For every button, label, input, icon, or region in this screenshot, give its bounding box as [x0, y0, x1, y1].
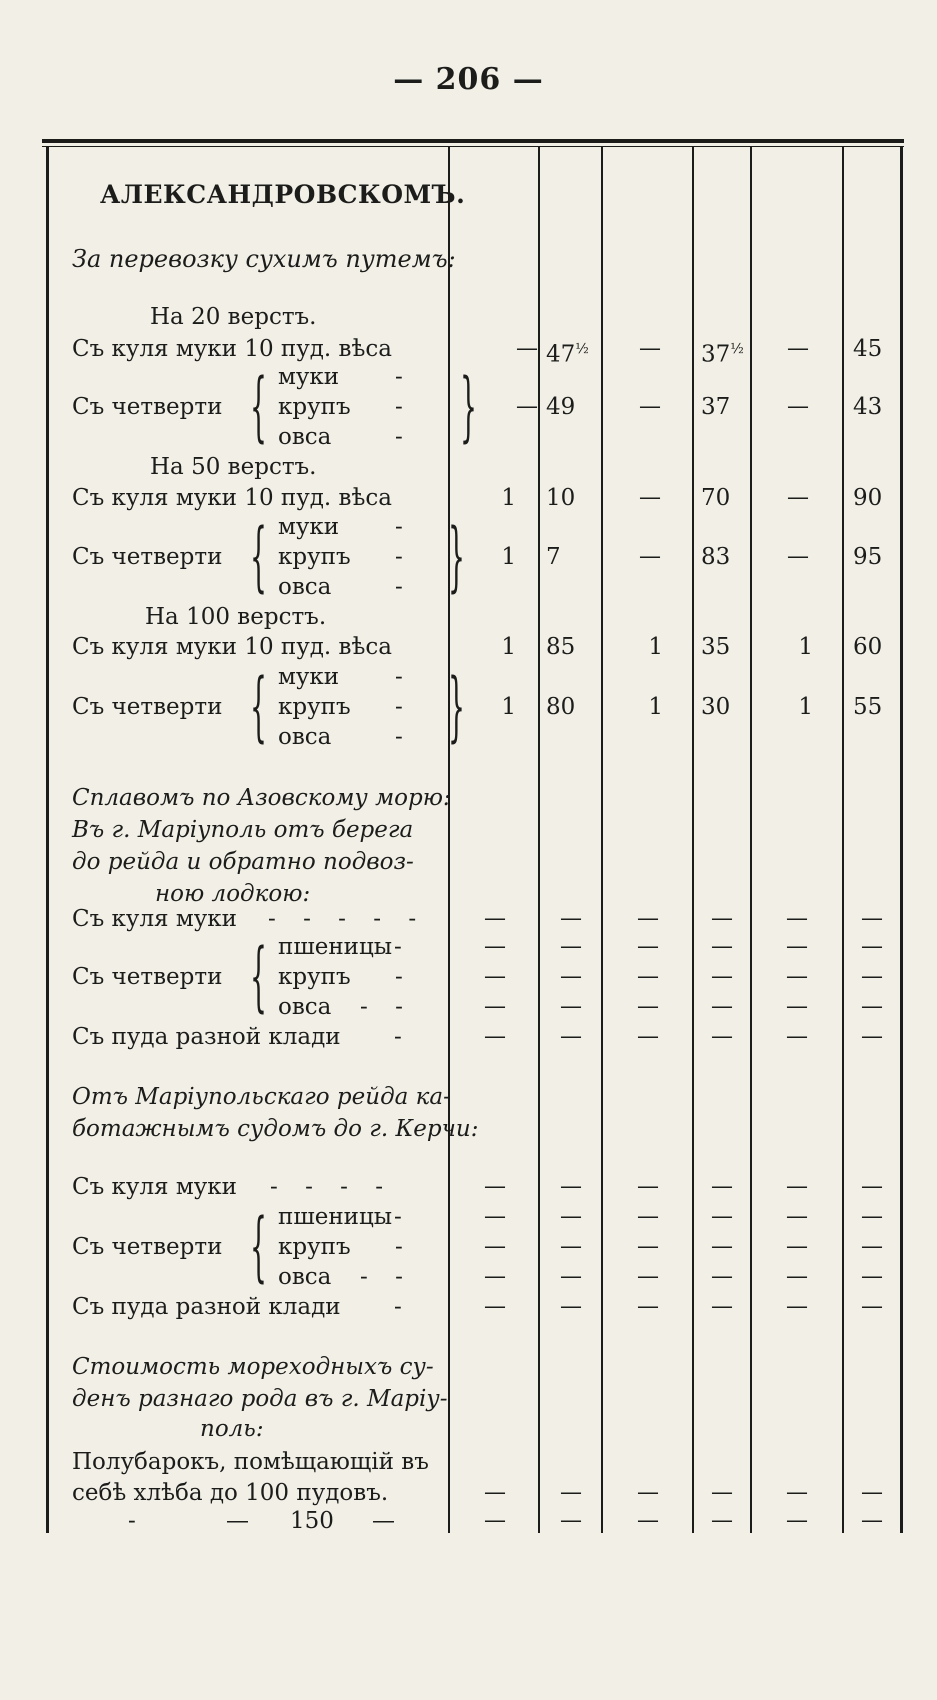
cell: —	[786, 1174, 808, 1199]
cell: —	[861, 1204, 883, 1229]
table-row	[0, 483, 937, 513]
table-row	[0, 542, 937, 572]
row-label: Съ четверти	[72, 694, 223, 720]
sub-item: крупъ	[278, 394, 351, 420]
sub-item: крупъ	[278, 1234, 351, 1260]
table-row	[0, 1202, 937, 1232]
cell: —	[786, 1234, 808, 1259]
page-number: — 206 —	[393, 62, 544, 97]
cell: 1	[501, 694, 516, 720]
row-label: Съ куля муки	[72, 906, 238, 932]
cell: —	[484, 1480, 506, 1505]
cell: 1	[501, 634, 516, 660]
cell: —	[711, 1294, 733, 1319]
cell: 1	[648, 694, 663, 720]
cell: —	[711, 906, 733, 931]
cell: —	[560, 1480, 582, 1505]
sub-item: овса	[278, 724, 332, 750]
table-row	[0, 1478, 937, 1508]
cell: —	[484, 906, 506, 931]
cell: 10	[546, 485, 576, 511]
filler: -	[395, 724, 403, 750]
cell: —	[861, 1508, 883, 1533]
row-label: Съ куля муки	[72, 1174, 238, 1200]
cell: 60	[853, 634, 883, 660]
cell: —	[637, 1234, 659, 1259]
cell: —	[711, 1174, 733, 1199]
cell: —	[639, 336, 661, 361]
filler: -	[395, 424, 403, 450]
table-row	[0, 932, 937, 962]
cell: —	[560, 1024, 582, 1049]
cell: —	[786, 964, 808, 989]
cell: —	[786, 1204, 808, 1229]
cell: 83	[701, 544, 731, 570]
distance-50: На 50 верстъ.	[150, 454, 317, 480]
table-row	[0, 904, 937, 934]
cell: —	[861, 1294, 883, 1319]
cell: —	[639, 394, 661, 419]
cell: —	[560, 964, 582, 989]
cell: —	[786, 1024, 808, 1049]
cell: —	[637, 964, 659, 989]
row-label: себѣ хлѣба до 100 пудовъ.	[72, 1480, 389, 1506]
row-label: Полубарокъ, помѣщающій въ	[72, 1449, 429, 1475]
cell: 1	[798, 634, 813, 660]
table-row	[0, 1262, 937, 1292]
cell: 1	[501, 485, 516, 511]
row-label: Съ четверти	[72, 394, 223, 420]
cell: —	[637, 1294, 659, 1319]
cell: —	[484, 1204, 506, 1229]
cell: 90	[853, 485, 883, 511]
sea-route-heading: до рейда и обратно подвоз-	[72, 849, 414, 875]
last-line-value: 150	[290, 1508, 334, 1534]
cell: 7	[546, 544, 561, 570]
table-row	[0, 1292, 937, 1322]
cell: —	[861, 1174, 883, 1199]
cell: 30	[701, 694, 731, 720]
sub-item: муки	[278, 364, 340, 390]
filler: -	[395, 964, 403, 990]
cell: 70	[701, 485, 731, 511]
filler: -	[395, 514, 403, 540]
cell: —	[711, 1204, 733, 1229]
filler: - -	[360, 1264, 413, 1290]
cell: —	[786, 934, 808, 959]
cell: —	[786, 1294, 808, 1319]
brace-icon: {	[250, 1201, 267, 1290]
filler: -	[395, 1234, 403, 1260]
sub-item: овса	[278, 424, 332, 450]
table-row	[0, 1172, 937, 1202]
cell: —	[786, 1508, 808, 1533]
dry-route-heading: За перевозку сухимъ путемъ:	[72, 245, 456, 273]
cell: —	[637, 1024, 659, 1049]
table-top-rule	[42, 139, 904, 143]
cell: —	[711, 1024, 733, 1049]
brace-icon: }	[448, 661, 465, 750]
cell: —	[711, 1508, 733, 1533]
row-label: Съ четверти	[72, 544, 223, 570]
sea-route-heading: Сплавомъ по Азовскому морю:	[72, 785, 451, 811]
row-label: Съ четверти	[72, 964, 223, 990]
cell: —	[786, 994, 808, 1019]
filler: -	[395, 394, 403, 420]
cell: 55	[853, 694, 883, 720]
cell: —	[484, 1294, 506, 1319]
cabotage-heading: Отъ Маріупольскаго рейда ка-	[72, 1084, 451, 1110]
cell: —	[484, 1174, 506, 1199]
cell: 45	[853, 336, 883, 362]
cell: 35	[701, 634, 731, 660]
vessel-cost-heading: денъ разнаго рода въ г. Маріу-	[72, 1386, 448, 1412]
cell: 85	[546, 634, 576, 660]
brace-icon: {	[250, 361, 267, 450]
cell: —	[637, 1204, 659, 1229]
table-top-rule-thin	[42, 146, 904, 147]
sub-item: пшеницы	[278, 1204, 393, 1230]
cell: —	[861, 1264, 883, 1289]
cell: —	[787, 544, 809, 569]
cell: 37	[701, 394, 731, 420]
cell: —	[861, 964, 883, 989]
brace-icon: }	[448, 511, 465, 600]
cell: —	[516, 336, 538, 361]
table-row	[0, 992, 937, 1022]
cell: $37^{\frac{1}{2}}$	[701, 341, 744, 368]
sea-route-heading: ною лодкою:	[155, 881, 311, 907]
cell: —	[560, 1174, 582, 1199]
row-label: Съ куля муки 10 пуд. вѣса	[72, 336, 392, 362]
cell: —	[484, 964, 506, 989]
cell: —	[786, 1480, 808, 1505]
cell: —	[516, 394, 538, 419]
distance-20: На 20 верстъ.	[150, 304, 317, 330]
filler: -	[394, 934, 402, 960]
filler: -	[394, 1294, 402, 1320]
filler: -	[395, 364, 403, 390]
sub-item: овса	[278, 1264, 332, 1290]
brace-icon: {	[250, 511, 267, 600]
section-title: АЛЕКСАНДРОВСКОМЪ.	[100, 180, 466, 209]
filler: -	[395, 694, 403, 720]
cell: —	[711, 994, 733, 1019]
cell: —	[484, 934, 506, 959]
cell: —	[560, 934, 582, 959]
cell: —	[560, 1264, 582, 1289]
sub-item: крупъ	[278, 694, 351, 720]
cell: —	[484, 1264, 506, 1289]
cell: —	[711, 1264, 733, 1289]
sub-item: овса	[278, 574, 332, 600]
cell: —	[861, 1480, 883, 1505]
table-row	[0, 962, 937, 992]
row-label: Съ куля муки 10 пуд. вѣса	[72, 485, 392, 511]
cell: —	[560, 1204, 582, 1229]
cell: —	[861, 1024, 883, 1049]
row-label: Съ пуда разной клади	[72, 1294, 341, 1320]
cell: 1	[798, 694, 813, 720]
cell: —	[787, 485, 809, 510]
filler: - -	[360, 994, 413, 1020]
cell: —	[861, 1234, 883, 1259]
sub-item: муки	[278, 664, 340, 690]
vessel-cost-heading: поль:	[200, 1416, 264, 1442]
brace-icon: }	[460, 361, 477, 450]
cell: 1	[648, 634, 663, 660]
cell: —	[484, 994, 506, 1019]
cell: —	[861, 934, 883, 959]
cell: —	[560, 994, 582, 1019]
table-row	[0, 1506, 937, 1536]
cell: —	[637, 994, 659, 1019]
filler: -	[395, 664, 403, 690]
brace-icon: {	[250, 931, 267, 1020]
table-row	[0, 1232, 937, 1262]
cell: —	[484, 1508, 506, 1533]
filler: -	[394, 1204, 402, 1230]
cell: —	[786, 906, 808, 931]
row-label: Съ куля муки 10 пуд. вѣса	[72, 634, 392, 660]
sub-item: крупъ	[278, 964, 351, 990]
filler: -	[395, 544, 403, 570]
filler: —	[226, 1508, 249, 1534]
row-label: Съ пуда разной клади	[72, 1024, 341, 1050]
filler: - - - -	[270, 1174, 394, 1200]
cell: —	[711, 1480, 733, 1505]
cell: —	[711, 964, 733, 989]
cell: —	[637, 1508, 659, 1533]
distance-100: На 100 верстъ.	[145, 604, 327, 630]
cell: —	[637, 1174, 659, 1199]
cell: —	[560, 906, 582, 931]
cell: 80	[546, 694, 576, 720]
filler: -	[395, 574, 403, 600]
cell: —	[560, 1234, 582, 1259]
cell: —	[786, 1264, 808, 1289]
cell: —	[861, 994, 883, 1019]
vessel-cost-heading: Стоимость мореходныхъ су-	[72, 1354, 434, 1380]
cell: —	[711, 1234, 733, 1259]
table-row	[0, 692, 937, 722]
cell: 95	[853, 544, 883, 570]
cell: —	[787, 336, 809, 361]
cell: —	[484, 1024, 506, 1049]
cell: 49	[546, 394, 576, 420]
cell: $47^{\frac{1}{2}}$	[546, 341, 589, 368]
filler: -	[394, 1024, 402, 1050]
filler: -	[128, 1508, 136, 1534]
cell: 43	[853, 394, 883, 420]
sub-item: муки	[278, 514, 340, 540]
cell: —	[861, 906, 883, 931]
filler: —	[372, 1508, 395, 1534]
cell: —	[787, 394, 809, 419]
brace-icon: {	[250, 661, 267, 750]
sub-item: крупъ	[278, 544, 351, 570]
table-row	[0, 392, 937, 422]
cell: —	[639, 485, 661, 510]
cell: —	[637, 934, 659, 959]
table-row	[0, 632, 937, 662]
cell: —	[484, 1234, 506, 1259]
table-row	[0, 1022, 937, 1052]
table-row	[0, 334, 937, 368]
cell: 1	[501, 544, 516, 570]
cabotage-heading: ботажнымъ судомъ до г. Керчи:	[72, 1116, 479, 1142]
cell: —	[637, 1480, 659, 1505]
filler: - - - - -	[268, 906, 427, 932]
sub-item: овса	[278, 994, 332, 1020]
cell: —	[560, 1294, 582, 1319]
cell: —	[711, 934, 733, 959]
row-label: Съ четверти	[72, 1234, 223, 1260]
sea-route-heading: Въ г. Маріуполь отъ берега	[72, 817, 414, 843]
sub-item: пшеницы	[278, 934, 393, 960]
cell: —	[639, 544, 661, 569]
cell: —	[637, 906, 659, 931]
cell: —	[637, 1264, 659, 1289]
cell: —	[560, 1508, 582, 1533]
